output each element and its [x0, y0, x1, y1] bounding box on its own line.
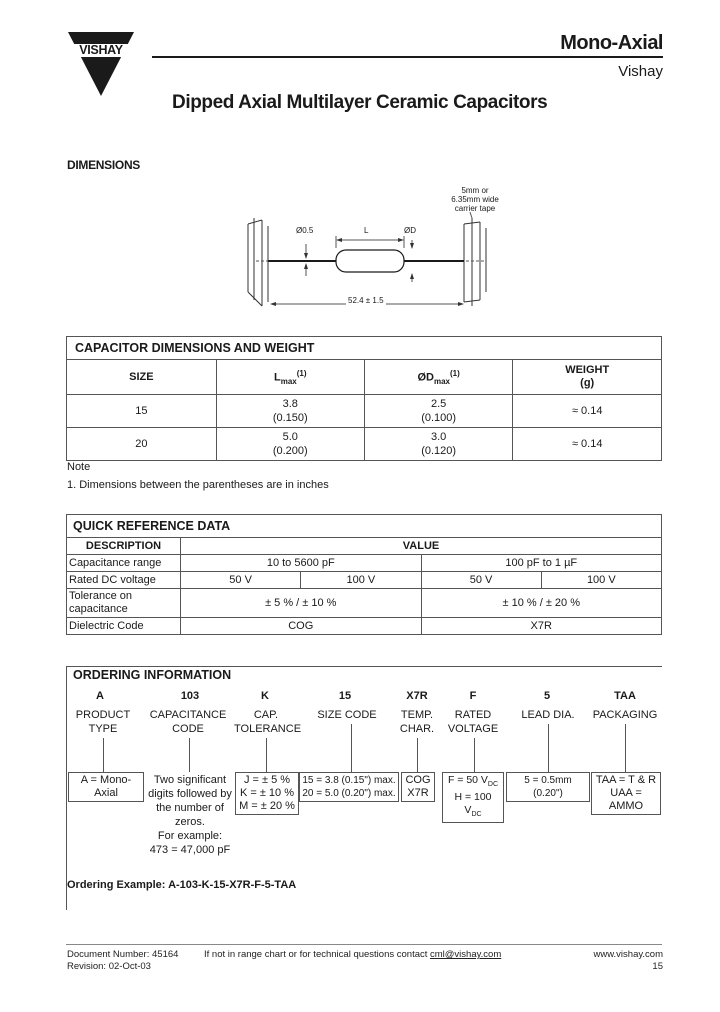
code-capacitance: 103: [180, 690, 200, 702]
packaging-box: TAA = T & R UAA = AMMO: [591, 772, 661, 815]
connector-size: [351, 724, 352, 772]
tape-note-1: 5mm or: [461, 186, 489, 195]
connector-tolerance: [266, 738, 267, 772]
page-title: Dipped Axial Multilayer Ceramic Capacitors: [172, 92, 548, 113]
connector-temp: [417, 738, 418, 772]
label-temp-char: TEMP. CHAR.: [399, 709, 435, 735]
length-label: L: [364, 226, 369, 235]
col-weight: WEIGHT (g): [513, 360, 662, 395]
table-row: 15 3.8 (0.150) 2.5 (0.100) ≈ 0.14: [67, 395, 662, 428]
company-name: Vishay: [618, 63, 663, 80]
logo-text: VISHAY: [79, 43, 123, 57]
dimension-diagram: [236, 184, 499, 312]
col-size: SIZE: [67, 360, 217, 395]
capacitance-code-box: Two significant digits followed by the number of zeros. For example: 473 = 47,000 pF: [146, 772, 234, 858]
body-diameter-label: ØD: [404, 226, 416, 235]
label-packaging: PACKAGING: [592, 709, 658, 721]
contact-line: If not in range chart or for technical questions contact cml@vishay.com: [204, 949, 502, 960]
size-code-box: 15 = 3.8 (0.15") max. 20 = 5.0 (0.20") max.: [299, 772, 399, 802]
tolerance-box: J = ± 5 % K = ± 10 % M = ± 20 %: [235, 772, 299, 815]
code-lead: 5: [543, 690, 551, 702]
ordering-example: Ordering Example: A-103-K-15-X7R-F-5-TAA: [67, 879, 297, 891]
lead-dia-box: 5 = 0.5mm (0.20"): [506, 772, 590, 802]
connector-voltage: [474, 738, 475, 772]
tape-note-2: 6.35mm wide: [451, 195, 499, 204]
code-product: A: [96, 690, 104, 702]
table-row: Dielectric Code COG X7R: [67, 618, 662, 635]
code-voltage: F: [469, 690, 477, 702]
span-label: 52.4 ± 1.5: [348, 296, 384, 305]
connector-product: [103, 738, 104, 772]
col-length: $L_{max}^{(1)}$: [216, 360, 364, 395]
temp-char-box: COG X7R: [401, 772, 435, 802]
footer-rule: [66, 944, 662, 945]
ordering-box-top: [66, 666, 662, 667]
vishay-logo-icon: [68, 32, 134, 98]
label-lead-dia: LEAD DIA.: [521, 709, 575, 721]
label-size-code: SIZE CODE: [317, 709, 377, 721]
table-caption: QUICK REFERENCE DATA: [67, 515, 662, 538]
label-product-type: PRODUCT TYPE: [75, 709, 131, 735]
code-tolerance: K: [261, 690, 269, 702]
label-cap-tolerance: CAP. TOLERANCE: [234, 709, 302, 735]
contact-email-link[interactable]: cml@vishay.com: [430, 949, 502, 960]
label-capacitance-code: CAPACITANCE CODE: [149, 709, 227, 735]
document-number: Document Number: 45164: [67, 949, 179, 960]
product-name: Mono-Axial: [560, 32, 663, 54]
revision: Revision: 02-Oct-03: [67, 961, 151, 972]
capacitor-dimensions-table: [66, 336, 662, 461]
connector-lead: [548, 724, 549, 772]
col-value: VALUE: [181, 538, 662, 555]
vishay-logo: [68, 32, 134, 98]
code-size: 15: [338, 690, 352, 702]
dimensions-heading: DIMENSIONS: [67, 158, 141, 172]
code-temp: X7R: [406, 690, 428, 702]
table-row: Rated DC voltage 50 V 100 V 50 V 100 V: [67, 572, 662, 589]
col-diameter: $ØD_{max}^{(1)}$: [364, 360, 513, 395]
lead-diameter-label: Ø0.5: [296, 226, 314, 235]
ordering-box-left: [66, 666, 67, 910]
header-rule: [152, 56, 663, 58]
ordering-heading: ORDERING INFORMATION: [73, 668, 232, 682]
note-item: 1. Dimensions between the parentheses are in inches: [67, 479, 329, 491]
table-caption: CAPACITOR DIMENSIONS AND WEIGHT: [67, 337, 662, 360]
code-packaging: TAA: [614, 690, 636, 702]
table-row: 20 5.0 (0.200) 3.0 (0.120) ≈ 0.14: [67, 428, 662, 461]
col-description: DESCRIPTION: [67, 538, 181, 555]
table-row: Capacitance range 10 to 5600 pF 100 pF to 1 µF: [67, 555, 662, 572]
connector-packaging: [625, 724, 626, 772]
tape-note-3: carrier tape: [454, 204, 496, 213]
connector-capacitance: [189, 738, 190, 772]
label-rated-voltage: RATED VOLTAGE: [447, 709, 499, 735]
table-row: Tolerance on capacitance ± 5 % / ± 10 % ± 10 % / ± 20 %: [67, 589, 662, 618]
website-link[interactable]: www.vishay.com: [593, 949, 663, 960]
quick-reference-table: [66, 514, 662, 635]
product-type-box: A = Mono-Axial: [68, 772, 144, 802]
rated-voltage-box: F = 50 $V_{DC}$ H = 100 $V_{DC}$: [442, 772, 504, 823]
page-number: 15: [652, 961, 663, 972]
note-heading: Note: [67, 461, 91, 473]
